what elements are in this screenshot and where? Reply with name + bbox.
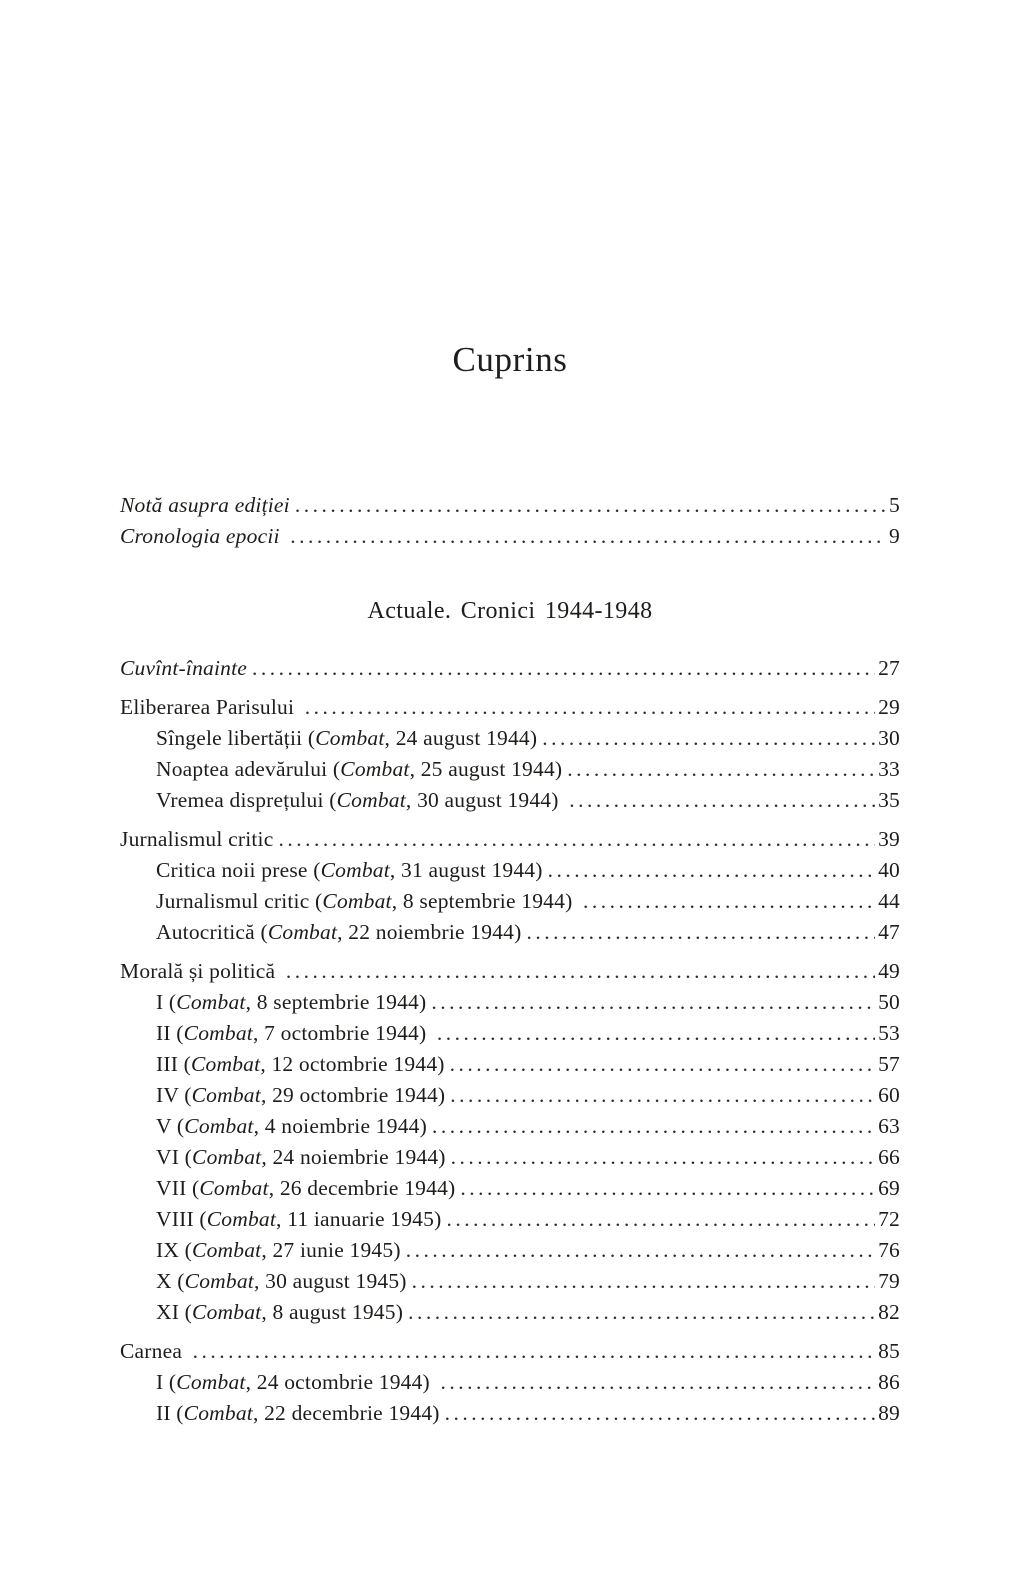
dot-leader bbox=[408, 1297, 875, 1328]
italic-text: Combat bbox=[315, 726, 385, 750]
plain-text: , 24 noiembrie 1944) bbox=[261, 1145, 446, 1169]
toc-entry-title bbox=[120, 490, 290, 521]
plain-text: VIII ( bbox=[156, 1207, 207, 1231]
plain-text: , 25 august 1944) bbox=[409, 757, 563, 781]
plain-text: , 30 august 1945) bbox=[253, 1269, 407, 1293]
toc-entry-title bbox=[156, 917, 521, 948]
dot-leader bbox=[252, 653, 875, 684]
toc-page-number: 39 bbox=[878, 827, 900, 851]
dot-leader bbox=[437, 1018, 875, 1049]
toc-entry-title bbox=[156, 1266, 407, 1297]
toc-entry bbox=[120, 855, 900, 886]
plain-text: Noaptea adevărului ( bbox=[156, 757, 341, 781]
italic-text: Combat bbox=[192, 1238, 262, 1262]
dot-leader bbox=[548, 855, 875, 886]
toc-entry bbox=[120, 754, 900, 785]
dot-leader bbox=[441, 1367, 876, 1398]
toc-page-number: 53 bbox=[878, 1021, 900, 1045]
plain-text: Jurnalismul critic ( bbox=[156, 889, 323, 913]
plain-text: , 30 august 1944) bbox=[405, 788, 565, 812]
plain-text: IV ( bbox=[156, 1083, 192, 1107]
italic-text: Combat bbox=[192, 1300, 262, 1324]
plain-text: IX ( bbox=[156, 1238, 193, 1262]
dot-leader bbox=[542, 723, 875, 754]
toc-entry-title bbox=[156, 1111, 427, 1142]
toc-page-number: 35 bbox=[878, 788, 900, 812]
plain-text: II ( bbox=[156, 1021, 184, 1045]
dot-leader bbox=[446, 1204, 875, 1235]
page-title: Cuprins bbox=[452, 340, 568, 379]
toc-entry bbox=[120, 1297, 900, 1328]
plain-text: , 29 octombrie 1944) bbox=[260, 1083, 446, 1107]
toc-page-number: 50 bbox=[878, 990, 900, 1014]
plain-text: Sîngele libertății ( bbox=[156, 726, 316, 750]
dot-leader bbox=[451, 1142, 875, 1173]
dot-leader bbox=[567, 754, 875, 785]
toc-entry-title bbox=[120, 653, 247, 684]
toc-entry-title bbox=[156, 754, 562, 785]
plain-text: , 4 noiembrie 1944) bbox=[253, 1114, 427, 1138]
toc-page-number: 27 bbox=[878, 656, 900, 680]
toc-page-number: 40 bbox=[878, 858, 900, 882]
toc-entry-title bbox=[156, 1297, 403, 1328]
toc-page-number: 82 bbox=[878, 1300, 900, 1324]
toc-entry bbox=[120, 1080, 900, 1111]
plain-text: I ( bbox=[156, 990, 177, 1014]
italic-text: Combat bbox=[191, 1052, 261, 1076]
front-matter-list bbox=[120, 490, 900, 552]
dot-leader bbox=[290, 521, 886, 552]
section-heading: Actuale. Cronici 1944-1948 bbox=[367, 598, 653, 624]
toc-page-number: 89 bbox=[878, 1401, 900, 1425]
plain-text: III ( bbox=[156, 1052, 192, 1076]
toc-entry-title bbox=[156, 987, 426, 1018]
toc-entry bbox=[120, 490, 900, 521]
dot-leader bbox=[450, 1049, 875, 1080]
plain-text: , 8 august 1945) bbox=[261, 1300, 404, 1324]
toc-entry bbox=[120, 917, 900, 948]
toc-entry-title bbox=[120, 956, 281, 987]
toc-entry-list bbox=[120, 653, 900, 1429]
toc-entry-title bbox=[156, 1173, 455, 1204]
toc-entry-title bbox=[156, 886, 578, 917]
toc-entry bbox=[120, 1367, 900, 1398]
plain-text: Critica noii prese ( bbox=[156, 858, 321, 882]
plain-text: II ( bbox=[156, 1401, 184, 1425]
italic-text: Combat bbox=[184, 1269, 254, 1293]
italic-text: Combat bbox=[183, 1401, 253, 1425]
toc-entry bbox=[120, 1173, 900, 1204]
dot-leader bbox=[450, 1080, 875, 1111]
plain-text: , 22 noiembrie 1944) bbox=[337, 920, 522, 944]
dot-leader bbox=[406, 1235, 875, 1266]
italic-text: Cronologia epocii bbox=[120, 524, 286, 548]
toc-entry bbox=[120, 692, 900, 723]
toc-entry bbox=[120, 653, 900, 684]
dot-leader bbox=[295, 490, 886, 521]
italic-text: Cuvînt-înainte bbox=[120, 656, 248, 680]
toc-page-number: 76 bbox=[878, 1238, 900, 1262]
toc-page-number: 57 bbox=[878, 1052, 900, 1076]
toc-entry bbox=[120, 987, 900, 1018]
dot-leader bbox=[583, 886, 875, 917]
dot-leader bbox=[431, 987, 875, 1018]
plain-text: V ( bbox=[156, 1114, 185, 1138]
plain-text: , 24 august 1944) bbox=[384, 726, 538, 750]
toc-page-number: 33 bbox=[878, 757, 900, 781]
plain-text: , 11 ianuarie 1945) bbox=[276, 1207, 442, 1231]
dot-leader bbox=[526, 917, 875, 948]
toc-page-number: 69 bbox=[878, 1176, 900, 1200]
plain-text: , 22 decembrie 1944) bbox=[252, 1401, 440, 1425]
plain-text: Jurnalismul critic bbox=[120, 827, 274, 851]
toc-entry-title bbox=[156, 1080, 445, 1111]
toc-entry bbox=[120, 1018, 900, 1049]
plain-text: Carnea bbox=[120, 1339, 188, 1363]
italic-text: Combat bbox=[267, 920, 338, 944]
dot-leader bbox=[460, 1173, 875, 1204]
toc-page-number: 86 bbox=[878, 1370, 900, 1394]
plain-text: VI ( bbox=[156, 1145, 193, 1169]
italic-text: Combat bbox=[183, 1021, 253, 1045]
plain-text: , 24 octombrie 1944) bbox=[245, 1370, 436, 1394]
toc-page-number: 79 bbox=[878, 1269, 900, 1293]
italic-text: Combat bbox=[192, 1145, 262, 1169]
toc-entry-title bbox=[156, 855, 543, 886]
toc-entry-title bbox=[156, 1142, 446, 1173]
dot-leader bbox=[286, 956, 875, 987]
toc-entry bbox=[120, 785, 900, 816]
toc-page-number: 60 bbox=[878, 1083, 900, 1107]
toc-entry bbox=[120, 886, 900, 917]
toc-page-number: 9 bbox=[889, 524, 900, 548]
italic-text: Combat bbox=[184, 1114, 254, 1138]
plain-text: , 27 iunie 1945) bbox=[261, 1238, 401, 1262]
plain-text: , 12 octombrie 1944) bbox=[260, 1052, 445, 1076]
toc-entry bbox=[120, 1142, 900, 1173]
italic-text: Combat bbox=[206, 1207, 277, 1231]
plain-text: VII ( bbox=[156, 1176, 200, 1200]
plain-text: XI ( bbox=[156, 1300, 193, 1324]
italic-text: Notă asupra ediției bbox=[120, 493, 290, 517]
dot-leader bbox=[569, 785, 875, 816]
toc-page-number: 30 bbox=[878, 726, 900, 750]
toc-entry-title bbox=[120, 824, 273, 855]
toc-page-number: 72 bbox=[878, 1207, 900, 1231]
toc-entry-title bbox=[120, 1336, 188, 1367]
toc-page-number: 29 bbox=[878, 695, 900, 719]
toc-entry bbox=[120, 1235, 900, 1266]
toc-entry bbox=[120, 1111, 900, 1142]
dot-leader bbox=[305, 692, 875, 723]
italic-text: Combat bbox=[320, 858, 390, 882]
italic-text: Combat bbox=[176, 1370, 246, 1394]
toc-entry-title bbox=[156, 1235, 401, 1266]
toc-entry-title bbox=[156, 1367, 436, 1398]
toc-entry bbox=[120, 956, 900, 987]
toc-entry bbox=[120, 1398, 900, 1429]
toc-entry-title bbox=[156, 1204, 441, 1235]
plain-text: , 7 octombrie 1944) bbox=[252, 1021, 432, 1045]
plain-text: Morală și politică bbox=[120, 959, 281, 983]
plain-text: Vremea disprețului ( bbox=[156, 788, 337, 812]
toc-entry bbox=[120, 1049, 900, 1080]
toc-entry-title bbox=[156, 1049, 445, 1080]
toc-page-number: 47 bbox=[878, 920, 900, 944]
toc-page-number: 44 bbox=[878, 889, 900, 913]
toc-entry-title bbox=[120, 692, 300, 723]
italic-text: Combat bbox=[199, 1176, 269, 1200]
italic-text: Combat bbox=[191, 1083, 261, 1107]
toc-page-number: 85 bbox=[878, 1339, 900, 1363]
toc-page-number: 66 bbox=[878, 1145, 900, 1169]
dot-leader bbox=[412, 1266, 875, 1297]
toc-entry bbox=[120, 1336, 900, 1367]
toc-entry bbox=[120, 824, 900, 855]
dot-leader bbox=[193, 1336, 875, 1367]
plain-text: Autocritică ( bbox=[156, 920, 268, 944]
toc-page-number: 63 bbox=[878, 1114, 900, 1138]
dot-leader bbox=[445, 1398, 875, 1429]
toc-entry-title bbox=[156, 723, 537, 754]
plain-text: , 8 septembrie 1944) bbox=[391, 889, 579, 913]
italic-text: Combat bbox=[340, 757, 410, 781]
plain-text: , 26 decembrie 1944) bbox=[268, 1176, 456, 1200]
plain-text: , 31 august 1944) bbox=[389, 858, 543, 882]
toc-entry-title bbox=[156, 1018, 432, 1049]
italic-text: Combat bbox=[322, 889, 392, 913]
plain-text: I ( bbox=[156, 1370, 177, 1394]
toc-page-number: 5 bbox=[889, 493, 900, 517]
plain-text: , 8 septembrie 1944) bbox=[245, 990, 427, 1014]
toc-entry-title bbox=[156, 1398, 440, 1429]
toc-entry bbox=[120, 723, 900, 754]
dot-leader bbox=[432, 1111, 875, 1142]
plain-text: X ( bbox=[156, 1269, 185, 1293]
toc-entry bbox=[120, 521, 900, 552]
toc-entry bbox=[120, 1204, 900, 1235]
toc-entry-title bbox=[120, 521, 285, 552]
italic-text: Combat bbox=[176, 990, 246, 1014]
dot-leader bbox=[278, 824, 875, 855]
toc-entry bbox=[120, 1266, 900, 1297]
toc-entry-title bbox=[156, 785, 564, 816]
plain-text: Eliberarea Parisului bbox=[120, 695, 300, 719]
italic-text: Combat bbox=[336, 788, 406, 812]
toc-page-number: 49 bbox=[878, 959, 900, 983]
